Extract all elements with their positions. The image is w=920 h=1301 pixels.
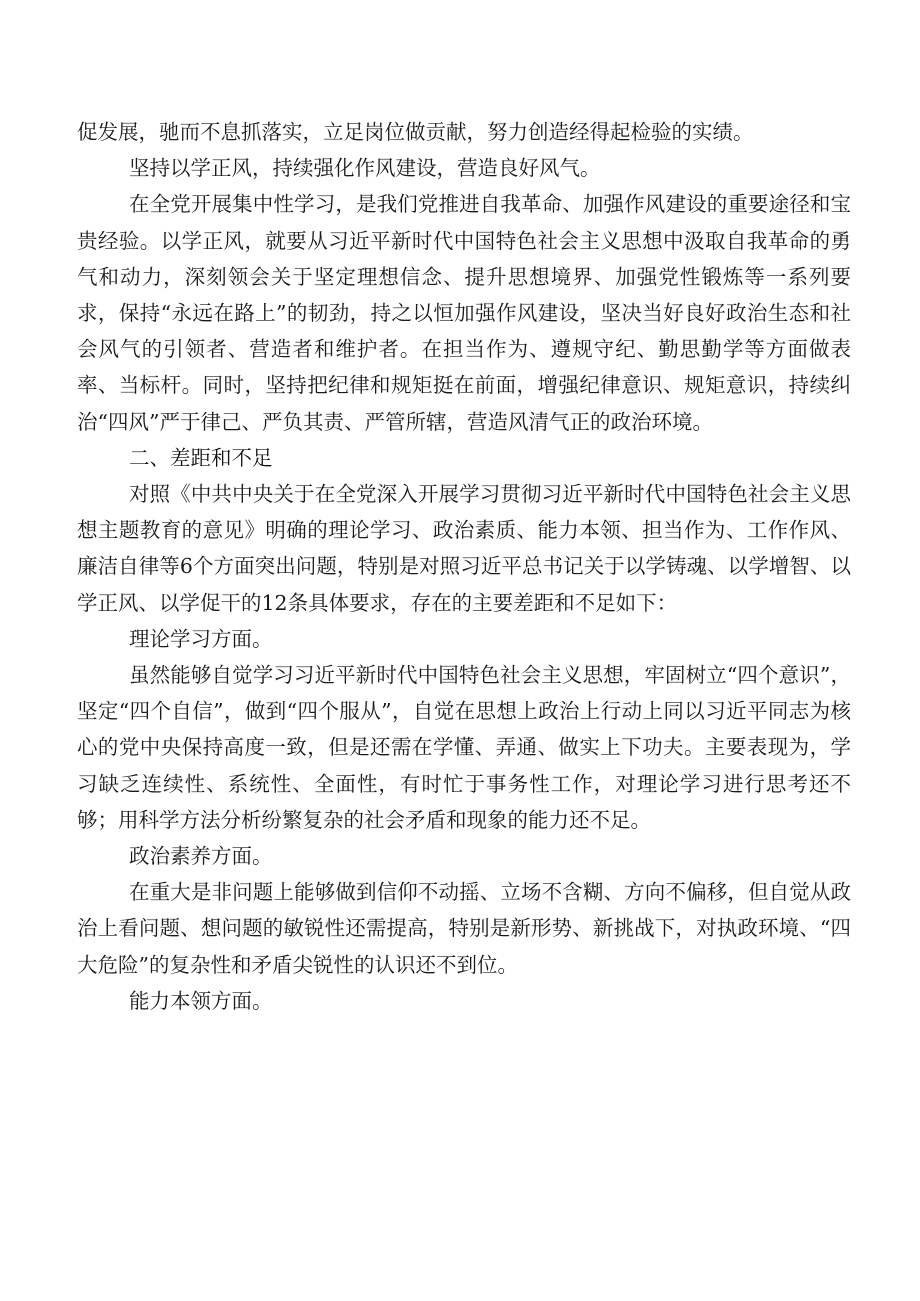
subheading-political-quality: 政治素养方面。 (129, 844, 273, 869)
document-body (77, 114, 851, 1019)
paragraph-style-building: 在全党开展集中性学习，是我们党推进自我革命、加强作风建设的重要途径和宝贵经验。以学正风，就要从习近平新时代中国特色社会主义思想中汲取自我革命的勇气和动力，深刻领会关于坚定理想信念、提升思想境界、加强党性锻炼等一系列要求，保持“永远在路上”的韧劲，持之以恒加强作风建设，坚决当好良好政治生态和社会风气的引领者、营造者和维护者。在担当作为、遵规守纪、勤思勤学等方面做表率、当标杆。同时，坚持把纪律和规矩挺在前面，增强纪律意识、规矩意识，持续纠治“四风”严于律己、严负其责、严管所辖，营造风清气正的政治环境。 (77, 192, 851, 434)
paragraph-political-quality: 在重大是非问题上能够做到信仰不动摇、立场不含糊、方向不偏移，但自觉从政治上看问题、想问题的敏锐性还需提高，特别是新形势、新挑战下，对执政环境、“四大危险”的复杂性和矛盾尖锐性的认识还不到位。 (77, 880, 851, 977)
paragraph-gaps-intro: 对照《中共中央关于在全党深入开展学习贯彻习近平新时代中国特色社会主义思想主题教育的意见》明确的理论学习、政治素质、能力本领、担当作为、工作作风、廉洁自律等6个方面突出问题，特别是对照习近平总书记关于以学铸魂、以学增智、以学正风、以学促干的12条具体要求，存在的主要差距和不足如下： (77, 482, 851, 615)
paragraph-theory-study: 虽然能够自觉学习习近平新时代中国特色社会主义思想，牢固树立“四个意识”，坚定“四个自信”，做到“四个服从”，自觉在思想上政治上行动上同以习近平同志为核心的党中央保持高度一致，但是还需在学懂、弄通、做实上下功夫。主要表现为，学习缺乏连续性、系统性、全面性，有时忙于事务性工作，对理论学习进行思考还不够；用科学方法分析纷繁复杂的社会矛盾和现象的能力还不足。 (77, 663, 851, 832)
paragraph-study-style: 坚持以学正风，持续强化作风建设，营造良好风气。 (129, 156, 601, 181)
subheading-ability: 能力本领方面。 (129, 988, 273, 1013)
paragraph-continuation: 促发展，驰而不息抓落实，立足岗位做贡献，努力创造经得起检验的实绩。 (77, 120, 754, 144)
section-heading-gaps: 二、差距和不足 (129, 445, 273, 470)
subheading-theory-study: 理论学习方面。 (129, 626, 273, 651)
